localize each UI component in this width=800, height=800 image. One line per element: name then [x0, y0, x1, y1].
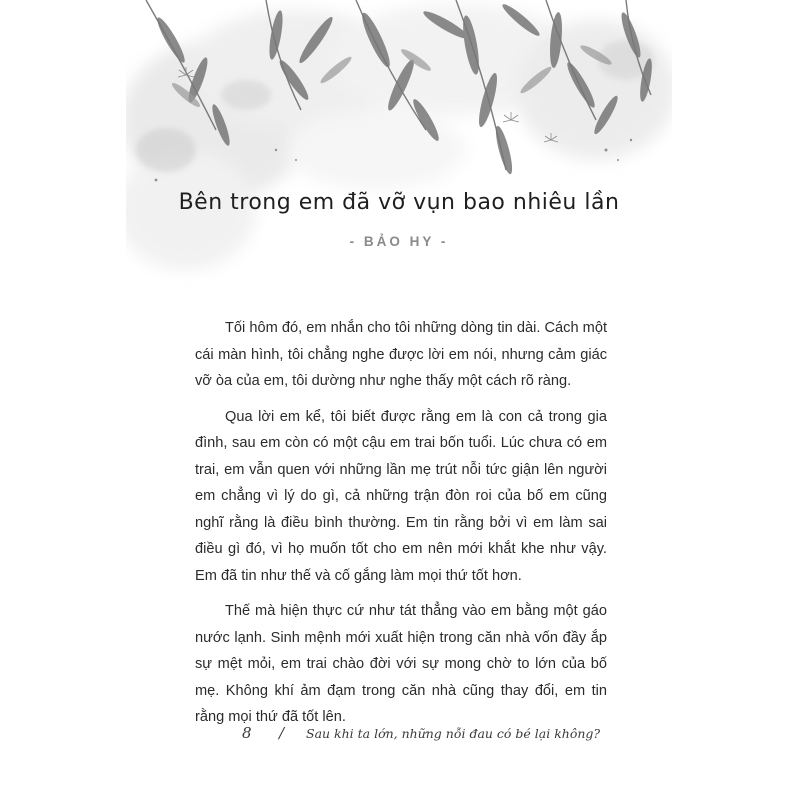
footer-separator: /	[279, 724, 285, 742]
paragraph: Tối hôm đó, em nhắn cho tôi những dòng tin dài. Cách một cái màn hình, tôi chẳng nghe được lời em nói, nhưng cảm giác vỡ òa của em, tôi dường như nghe thấy một cách rõ ràng.	[195, 320, 607, 389]
page-number: 8	[242, 724, 252, 742]
page-footer	[126, 724, 672, 748]
eucalyptus-watercolor-illustration	[126, 0, 672, 300]
chapter-title: Bên trong em đã vỡ vụn bao nhiêu lần	[178, 190, 620, 215]
book-title: Sau khi ta lớn, những nỗi đau có bé lại không?	[306, 726, 601, 741]
author-name: - BẢO HY -	[349, 234, 449, 249]
book-page	[126, 0, 672, 800]
paragraph: Qua lời em kể, tôi biết được rằng em là con cả trong gia đình, sau em còn có một cậu em trai bốn tuổi. Lúc chưa có em trai, em vẫn quen với những lần mẹ trút nỗi tức giận lên người em chẳng vì lý do gì, cả những trận đòn roi của bố em cũng nghĩ rằng là điều bình thường. Em tin rằng bởi vì em làm sai điều gì đó, vì họ muốn tốt cho em nên mới khắt khe như vậy. Em đã tin như thế và cố gắng làm mọi thứ tốt hơn.	[195, 408, 607, 584]
paragraph: Thế mà hiện thực cứ như tát thẳng vào em bằng một gáo nước lạnh. Sinh mệnh mới xuất hiện trong căn nhà vốn đầy ắp sự mệt mỏi, em trai chào đời với sự mong chờ to lớn của bố mẹ. Không khí ảm đạm trong căn nhà cũng thay đổi, em tin rằng mọi thứ đã tốt lên.	[195, 603, 607, 725]
chapter-body	[195, 315, 607, 740]
